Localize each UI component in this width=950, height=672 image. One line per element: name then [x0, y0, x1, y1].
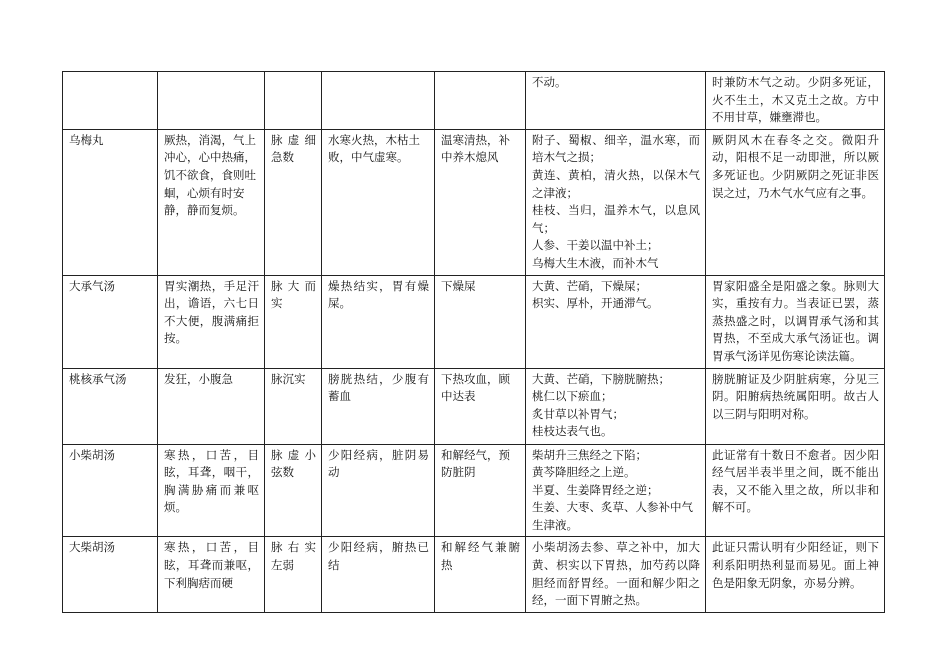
table-row	[63, 537, 885, 612]
herb-line: 黄芩降胆经之上逆。	[532, 465, 636, 480]
herbs-cell	[526, 444, 706, 537]
herbs-cell	[526, 275, 706, 368]
pathology-cell: 膀胱热结，少腹有蓄血	[322, 368, 435, 444]
herbs-cell	[526, 129, 706, 275]
formula-name-cell	[63, 72, 158, 130]
herb-line: 大黄、芒硝，下膀胱腑热；	[532, 371, 670, 386]
pulse-cell: 脉右实左弱	[265, 537, 322, 612]
pulse-cell	[265, 72, 322, 130]
table-row	[63, 275, 885, 368]
pathology-cell	[322, 72, 435, 130]
herb-line: 半夏、生姜降胃经之逆；	[532, 482, 659, 497]
notes-cell: 此证只需认明有少阳经证，则下利系阳明热利显而易见。面上神色是阳象无阴象，亦易分辨。	[706, 537, 885, 612]
method-cell: 下燥屎	[435, 275, 526, 368]
method-cell: 和解经气，预防脏阴	[435, 444, 526, 537]
herb-line: 桂枝、当归，温养木气，以息风气；	[532, 203, 700, 235]
pathology-cell: 少阳经病，腑热已结	[322, 537, 435, 612]
pathology-cell: 燥热结实，胃有燥屎。	[322, 275, 435, 368]
symptoms-cell: 厥热，消渴，气上冲心，心中热痛，饥不欲食，食则吐蛔，心烦有时安静，静而复烦。	[158, 129, 265, 275]
herb-line: 生姜、大枣、炙草、人参补中气生津液。	[532, 500, 693, 532]
herbs-cell	[526, 368, 706, 444]
pulse-cell: 脉大而实	[265, 275, 322, 368]
pulse-cell: 脉沉实	[265, 368, 322, 444]
formula-name-cell: 大柴胡汤	[63, 537, 158, 612]
herb-line: 小柴胡汤去参、草之补中，加大黄、枳实以下胃热，加芍药以降胆经而舒胃经。一面和解少阳之经，一面下胃腑之热。	[532, 540, 700, 608]
table-row	[63, 129, 885, 275]
symptoms-cell: 寒热，口苦，目眩，耳聋，咽干，胸满胁痛而兼呕烦。	[158, 444, 265, 537]
formula-name-cell: 乌梅丸	[63, 129, 158, 275]
pulse-cell: 脉虚小弦数	[265, 444, 322, 537]
method-cell	[435, 72, 526, 130]
method-cell: 和解经气兼腑热	[435, 537, 526, 612]
herb-line: 炙甘草以补胃气；	[532, 406, 624, 421]
formula-name-cell: 大承气汤	[63, 275, 158, 368]
formula-table	[62, 71, 885, 613]
herbs-cell	[526, 537, 706, 612]
notes-cell: 厥阴风木在春冬之交。微阳升动，阳根不足一动即泄，所以厥多死证也。少阴厥阴之死证非医误之过，乃木气水气应有之事。	[706, 129, 885, 275]
table-row	[63, 368, 885, 444]
formula-name-cell: 桃核承气汤	[63, 368, 158, 444]
herbs-cell	[526, 72, 706, 130]
symptoms-cell: 寒热，口苦，目眩，耳聋而兼呕，下利胸痞而硬	[158, 537, 265, 612]
herb-line: 黄连、黄柏，清火热，以保木气之津液；	[532, 167, 700, 200]
herb-line: 桃仁以下瘀血；	[532, 389, 613, 404]
pathology-cell: 少阳经病，脏阴易动	[322, 444, 435, 537]
formula-name-cell: 小柴胡汤	[63, 444, 158, 537]
herb-line: 大黄、芒硝，下燥屎；	[532, 278, 647, 293]
herb-line: 桂枝达表气也。	[532, 424, 613, 439]
notes-cell: 膀胱腑证及少阴脏病寒，分见三阴。阳腑病热统属阳明。故古人以三阴与阳明对称。	[706, 368, 885, 444]
notes-cell: 时兼防木气之动。少阴多死证，火不生土，木又克土之故。方中不用甘草，嫌壅滞也。	[706, 72, 885, 130]
symptoms-cell	[158, 72, 265, 130]
table-row	[63, 444, 885, 537]
table-row	[63, 72, 885, 130]
herb-line: 不动。	[532, 75, 567, 89]
symptoms-cell: 发狂，小腹急	[158, 368, 265, 444]
notes-cell: 胃家阳盛全是阳盛之象。脉则大实，重按有力。当表证已罢，蒸蒸热盛之时，以调胃承气汤和其胃热，不至成大承气汤证也。调胃承气汤详见伤寒论读法篇。	[706, 275, 885, 368]
herb-line: 柴胡升三焦经之下陷；	[532, 447, 647, 462]
method-cell: 温寒清热，补中养木熄风	[435, 129, 526, 275]
herb-line: 枳实、厚朴，开通滞气。	[532, 296, 659, 311]
pulse-cell: 脉虚细急数	[265, 129, 322, 275]
herb-line: 乌梅大生木液，而补木气	[532, 255, 659, 270]
herb-line: 附子、蜀椒、细辛，温水寒，而培木气之损；	[532, 132, 700, 165]
pathology-cell: 水寒火热，木枯土败，中气虚寒。	[322, 129, 435, 275]
method-cell: 下热攻血，顾中达表	[435, 368, 526, 444]
herb-line: 人参、干姜以温中补土；	[532, 238, 659, 253]
symptoms-cell: 胃实潮热，手足汗出，谵语，六七日不大便，腹满痛拒按。	[158, 275, 265, 368]
notes-cell: 此证常有十数日不愈者。因少阳经气居半表半里之间，既不能出表，又不能入里之故，所以非和解不可。	[706, 444, 885, 537]
